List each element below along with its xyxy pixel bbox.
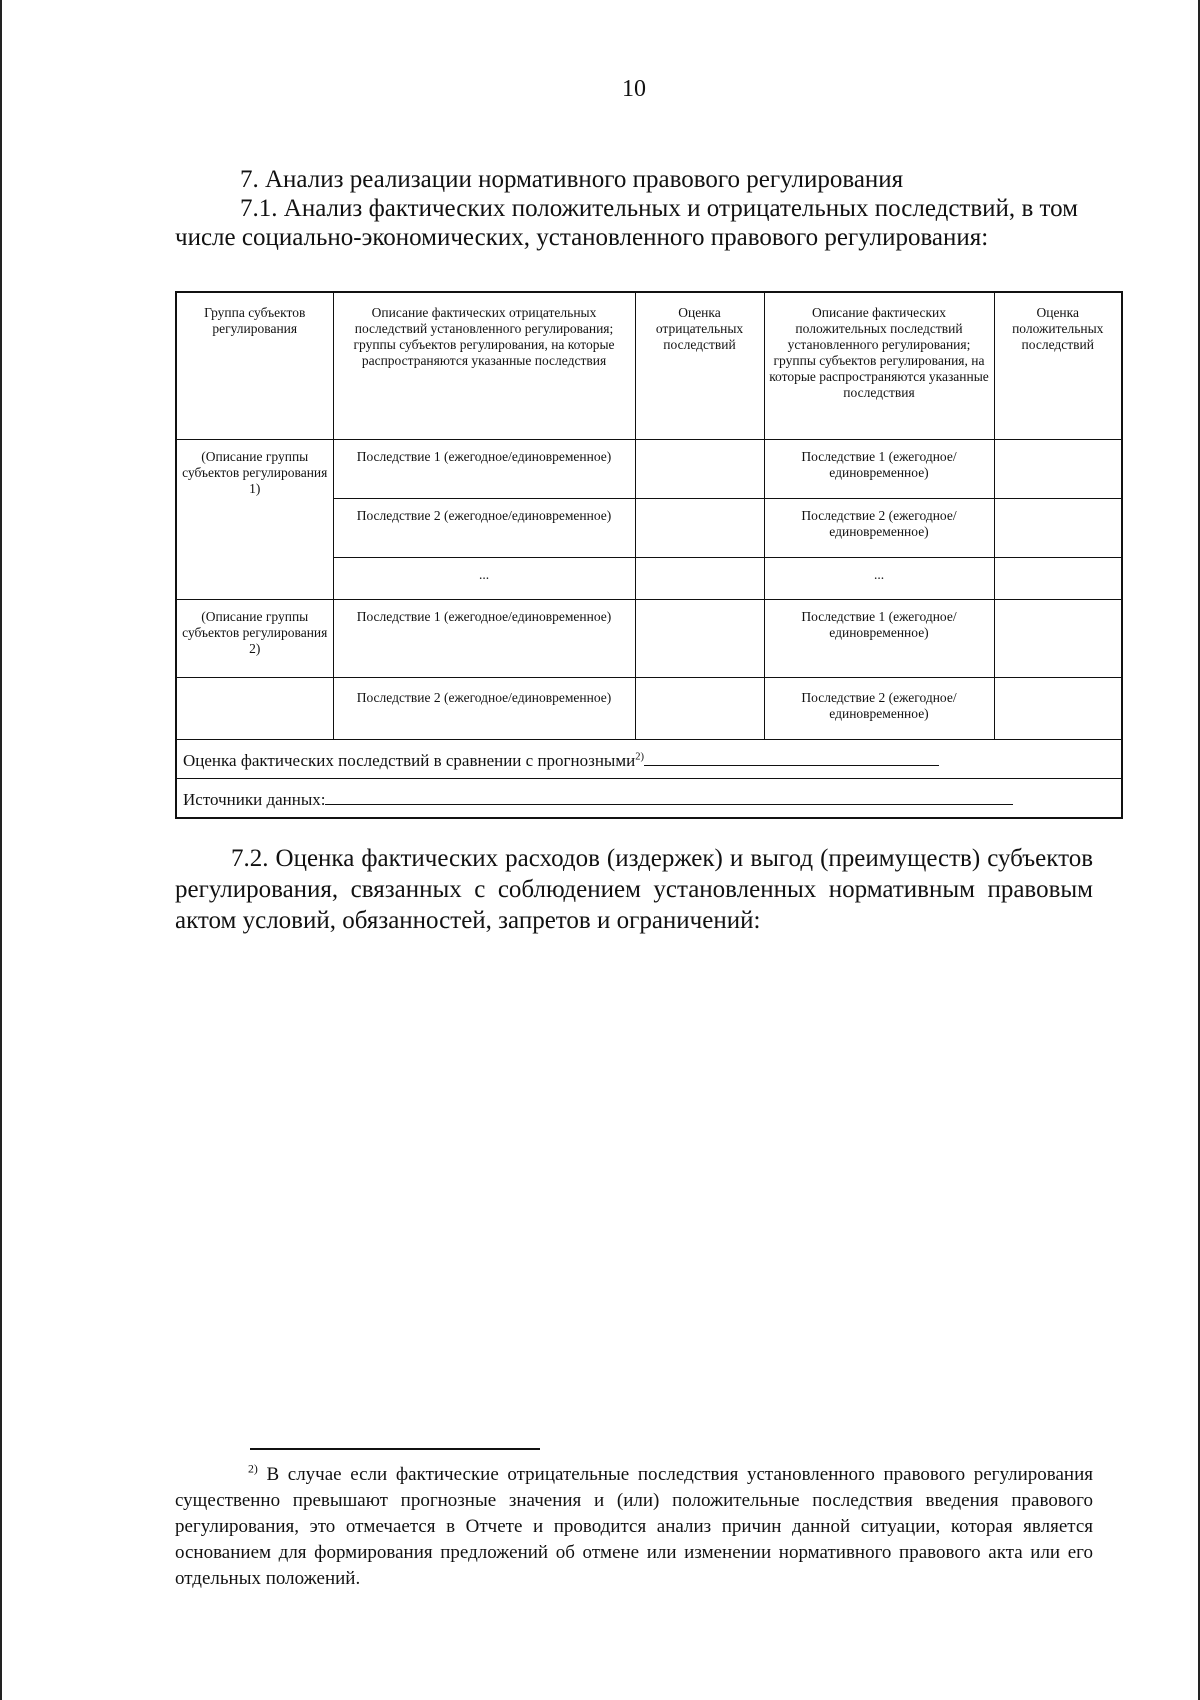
group-cell-empty (176, 678, 333, 740)
header-group: Группа субъектов регулирования (176, 292, 333, 440)
page-number: 10 (622, 76, 646, 102)
comparison-cell (176, 740, 1122, 779)
group-1-cell: (Описание группы субъектов регулирования 1) (176, 440, 333, 600)
positive-consequence-cell: Последствие 2 (ежегодное/единовременное) (764, 678, 994, 740)
consequences-table (175, 291, 1123, 819)
positive-consequence-cell: Последствие 1 (ежегодное/единовременное) (764, 440, 994, 499)
positive-consequence-cell: Последствие 2 (ежегодное/единовременное) (764, 499, 994, 558)
page-left-edge (0, 0, 2, 1700)
sources-row (176, 779, 1122, 819)
header-negative-description: Описание фактических отрицательных последствий установленного регулирования; группы субъектов регулирования, на которые распространяются указанные последствия (333, 292, 635, 440)
footnote-separator (250, 1448, 540, 1450)
negative-assessment-cell (635, 499, 764, 558)
positive-assessment-cell (994, 600, 1122, 678)
negative-assessment-cell (635, 558, 764, 600)
paragraph-7-1: 7.1. Анализ фактических положительных и отрицательных последствий, в том числе социально-экономических, установленного правового регулирования: (175, 195, 1078, 251)
table-row (176, 440, 1122, 499)
footnote-text: В случае если фактические отрицательные последствия установленного правового регулирования существенно превышают прогнозные значения и (или) положительные последствия введения правового регулирования, это отмечается в Отчете и проводится анализ причин данной ситуации, которая является основанием для формирования предложений об отмене или изменении нормативного правового акта или его отдельных положений. (175, 1464, 1093, 1589)
header-positive-assessment: Оценка положительных последствий (994, 292, 1122, 440)
paragraph-7-2: 7.2. Оценка фактических расходов (издержек) и выгод (преимуществ) субъектов регулирования, связанных с соблюдением установленных нормативным правовым актом условий, обязанностей, запретов и ограничений: (175, 845, 1093, 934)
sources-label: Источники данных: (183, 790, 326, 809)
negative-consequence-cell: Последствие 2 (ежегодное/единовременное) (333, 678, 635, 740)
header-positive-description: Описание фактических положительных последствий установленного регулирования; группы субъектов регулирования, на которые распространяются указанные последствия (764, 292, 994, 440)
sources-cell (176, 779, 1122, 819)
negative-assessment-cell (635, 600, 764, 678)
group-2-cell: (Описание группы субъектов регулирования 2) (176, 600, 333, 678)
footnote-marker: 2) (248, 1462, 258, 1476)
negative-consequence-cell: Последствие 1 (ежегодное/единовременное) (333, 600, 635, 678)
ellipsis-cell: ... (764, 558, 994, 600)
comparison-label: Оценка фактических последствий в сравнении с прогнозными (183, 751, 636, 770)
header-negative-assessment: Оценка отрицательных последствий (635, 292, 764, 440)
footnote (175, 1462, 1093, 1592)
negative-consequence-cell: Последствие 2 (ежегодное/единовременное) (333, 499, 635, 558)
negative-assessment-cell (635, 440, 764, 499)
table-row (176, 678, 1122, 740)
comparison-row (176, 740, 1122, 779)
positive-assessment-cell (994, 558, 1122, 600)
negative-assessment-cell (635, 678, 764, 740)
table-row (176, 600, 1122, 678)
ellipsis-cell: ... (333, 558, 635, 600)
negative-consequence-cell: Последствие 1 (ежегодное/единовременное) (333, 440, 635, 499)
positive-assessment-cell (994, 440, 1122, 499)
table-header-row (176, 292, 1122, 440)
comparison-blank-line (644, 749, 939, 766)
positive-consequence-cell: Последствие 1 (ежегодное/единовременное) (764, 600, 994, 678)
positive-assessment-cell (994, 678, 1122, 740)
positive-assessment-cell (994, 499, 1122, 558)
footnote-reference: 2) (635, 751, 644, 763)
section-heading: 7. Анализ реализации нормативного правового регулирования (240, 166, 904, 193)
sources-blank-line (325, 788, 1013, 805)
